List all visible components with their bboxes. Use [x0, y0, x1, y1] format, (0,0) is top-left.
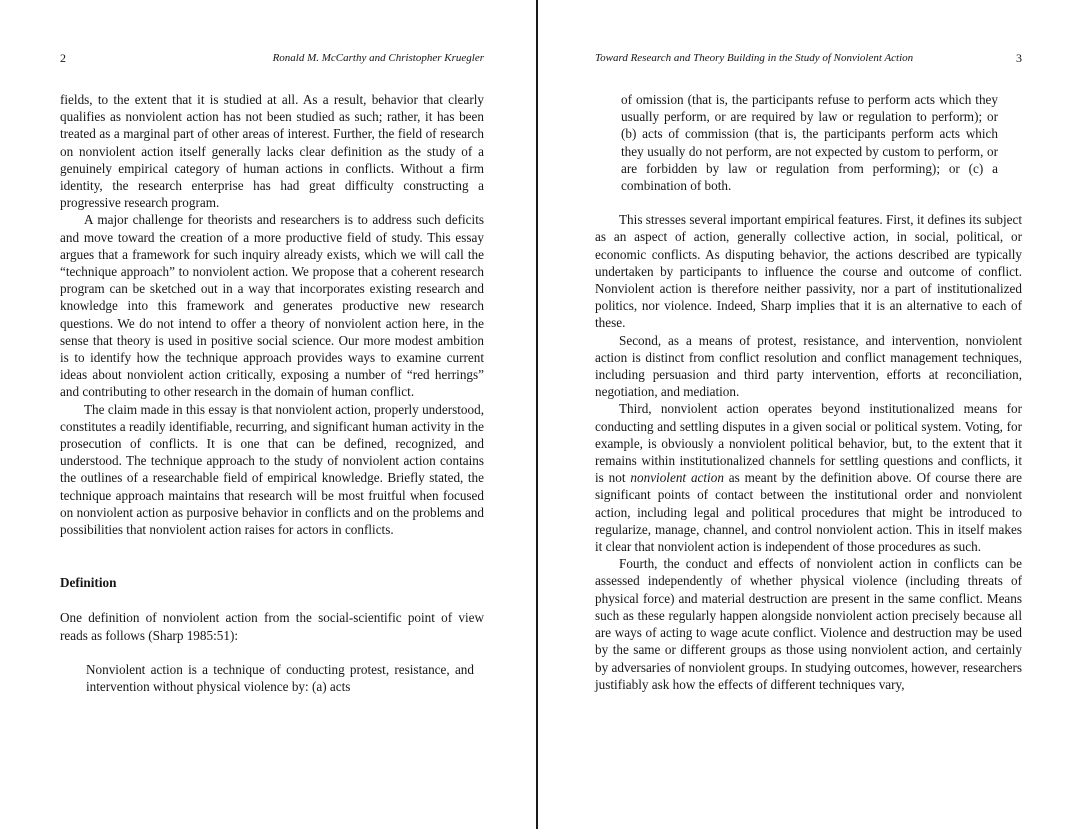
running-head-left: Ronald M. McCarthy and Christopher Kruegler: [272, 52, 484, 64]
spacer: [60, 644, 484, 661]
left-page-body: [60, 91, 484, 695]
running-header-left: [60, 50, 484, 66]
running-head-right: Toward Research and Theory Building in the Study of Nonviolent Action: [595, 52, 914, 64]
paragraph-text: as meant by the definition above. Of course there are significant points of contact between the institutional order and nonviolent action, including legal and political procedures that might be introduced to regularize, manage, channel, and control nonviolent action. This in itself makes it clear that nonviolent action is independent of those procedures as such.: [595, 470, 1022, 555]
section-heading: Definition: [60, 575, 117, 591]
right-page-body: [595, 91, 1022, 693]
page-gutter: [536, 0, 538, 829]
page-number-left: 2: [60, 51, 66, 65]
paragraph: A major challenge for theorists and researchers is to address such deficits and move toward the creation of a more productive field of study. This essay argues that a framework for such inquiry already exists, which we will call the “technique approach” to nonviolent action. We propose that a coherent research program can be sketched out in a way that incorporates existing research and knowledge into this framework and generates productive new research questions. We do not intend to offer a theory of nonviolent action here, in the sense that theory is used in positive social science. Our more modest ambition is to identify how the technique approach provides ways to examine current ideas about nonviolent action critically, exposing a number of “red herrings” and contributing to other research in the domain of human conflict.: [60, 212, 484, 400]
page-number-right: 3: [1016, 51, 1022, 65]
paragraph: The claim made in this essay is that nonviolent action, properly understood, constitutes a readily identifiable, recurring, and significant human activity in the prosecution of conflicts. It is one that can be defined, recognized, and understood. The technique approach to the study of nonviolent action contains the outlines of a researchable field of empirical knowledge. Briefly stated, the technique approach maintains that research will be most fruitful when focused on nonviolent action as purposive behavior in conflicts and on the problems and possibilities that nonviolent action raises for actors in conflicts.: [60, 401, 484, 538]
paragraph: Fourth, the conduct and effects of nonviolent action in conflicts can be assessed independently of whether physical violence (including threats of physical force) and material destruction are present in the same conflict. Means such as these regularly happen alongside nonviolent action precisely because all are ways of acting to wage acute conflict. Violence and destruction may be used by the same or different groups as those using nonviolent action, and certainly by adversaries of nonviolent groups. In studying outcomes, however, researchers justifiably ask how the effects of different techniques vary,: [595, 556, 1022, 692]
right-page: [595, 0, 1022, 829]
left-page: [60, 0, 484, 829]
running-header-right: [595, 50, 1022, 66]
spacer: [595, 194, 1022, 211]
paragraph: [595, 400, 1022, 555]
block-quote: Nonviolent action is a technique of conducting protest, resistance, and intervention without physical violence by: (a) acts: [86, 661, 474, 695]
emphasis: nonviolent action: [630, 470, 724, 486]
paragraph: Second, as a means of protest, resistance, and intervention, nonviolent action is distinct from conflict resolution and conflict management techniques, including persuasion and third party intervention, efforts at reconciliation, negotiation, and mediation.: [595, 332, 1022, 400]
paragraph: fields, to the extent that it is studied at all. As a result, behavior that clearly qualifies as nonviolent action has not been studied as such; rather, it has been treated as a marginal part of other areas of interest. Further, the field of research on nonviolent action itself generally lacks clear definition as the study of a genuinely empirical category of human actions in conflicts. Without a firm identity, the research enterprise has had great difficulty constructing a progressive research program.: [60, 92, 484, 211]
paragraph-text: Third, nonviolent action operates beyond institutionalized means for conducting and settling disputes in a given social or political system. Voting, for example, is obviously a nonviolent political behavior, but, to the extent that it remains within institutionalized channels for settling questions and conflicts, it is not: [595, 401, 1022, 486]
block-quote: of omission (that is, the participants refuse to perform acts which they usually perform, or are required by law or regulation to perform); or (b) acts of commission (that is, the participants perform acts which they usually do not perform, are not expected by custom to perform, or are forbidden by law or regulation from performing); or (c) a combination of both.: [621, 92, 998, 194]
paragraph: This stresses several important empirical features. First, it defines its subject as an aspect of action, generally collective action, in social, political, or economic conflicts. As disputing behavior, the actions described are typically undertaken by participants to influence the course and outcome of conflict. Nonviolent action is therefore neither passivity, nor a part of institutionalized politics, nor violence. Indeed, Sharp implies that it is an alternative to each of these.: [595, 212, 1022, 331]
paragraph: One definition of nonviolent action from the social-scientific point of view reads as follows (Sharp 1985:51):: [60, 610, 484, 643]
